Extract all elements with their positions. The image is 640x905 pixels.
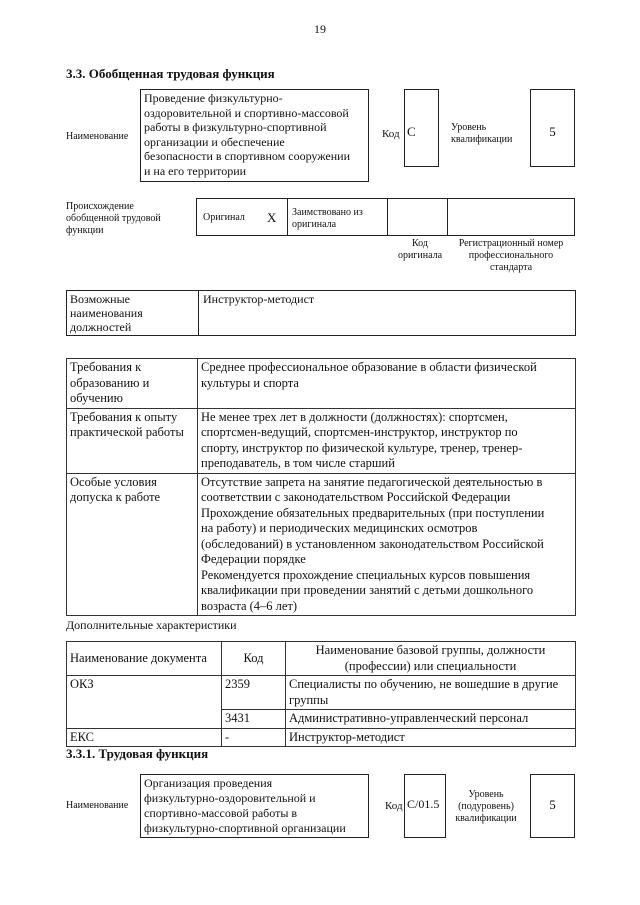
cell-group-name: Инструктор-методист (286, 728, 576, 747)
subsection-heading: 3.3.1. Трудовая функция (66, 746, 209, 761)
requirement-row (67, 408, 576, 473)
table-row (67, 676, 576, 710)
function-level-value: 5 (530, 774, 575, 838)
requirement-label: Требования к образованию и обучению (67, 359, 198, 409)
cell-group-name: Административно-управленческий персонал (286, 710, 576, 729)
function-level-label: Уровень (подуровень) квалификации (455, 789, 517, 824)
cell-document: ОКЗ (67, 676, 222, 729)
function-name-value: Организация проведения физкультурно-оздоровительной и спортивно-массовой работы в физкультурно-спортивной организации (140, 774, 369, 838)
requirement-value: Отсутствие запрета на занятие педагогической деятельностью в соответствии с законодательством Российской Федерации Прохождение обязательных предварительных (при поступлении на работу) и периодических медицинских осмотров (обследований) в установленном законодательством Российской Федерации порядке Рекомендуется прохождение специальных курсов повышения квалификации при проведении занятий с детьми дошкольного возраста (4–6 лет) (198, 473, 576, 616)
cell-group-name: Специалисты по обучению, не вошедшие в другие группы (286, 676, 576, 710)
requirement-row (67, 359, 576, 409)
additional-heading: Дополнительные характеристики (66, 618, 237, 632)
cell-document: ЕКС (67, 728, 222, 747)
positions-table (66, 290, 576, 336)
requirement-value: Не менее трех лет в должности (должностях): спортсмен, спортсмен-ведущий, спортсмен-инструктор, инструктор по спорту, инструктор по физической культуре, тренер, тренер- преподаватель, в том числе старший (198, 408, 576, 473)
reg-number-caption: Регистрационный номер профессионального стандарта (458, 238, 564, 273)
positions-value: Инструктор-методист (203, 292, 315, 306)
function-code-value: C/01.5 (404, 774, 446, 838)
section-heading: 3.3. Обобщенная трудовая функция (66, 66, 275, 81)
original-mark: X (267, 210, 277, 225)
function-code-label: Код (385, 800, 403, 812)
positions-label: Возможные наименования должностей (70, 292, 143, 334)
additional-table (66, 641, 576, 747)
level-value: 5 (530, 89, 575, 167)
page-number: 19 (314, 22, 326, 36)
cell-code: - (222, 728, 286, 747)
code-value: C (404, 89, 439, 167)
requirement-row (67, 473, 576, 616)
column-header-code: Код (222, 642, 286, 676)
table-header-row (67, 642, 576, 676)
code-label: Код (382, 128, 400, 140)
column-header-document: Наименование документа (67, 642, 222, 676)
name-value: Проведение физкультурно- оздоровительной и спортивно-массовой работы в физкультурно-спортивной организации и обеспечение безопасности в спортивном сооружении и на его территории (140, 89, 369, 182)
cell-code: 3431 (222, 710, 286, 729)
table-row (67, 728, 576, 747)
origin-label: Происхождение обобщенной трудовой функции (66, 201, 161, 236)
requirement-label: Требования к опыту практической работы (67, 408, 198, 473)
origin-table (196, 198, 575, 236)
requirements-table (66, 358, 576, 616)
code-original-caption: Код оригинала (397, 238, 443, 261)
column-header-group: Наименование базовой группы, должности (профессии) или специальности (286, 642, 576, 676)
function-name-label: Наименование (66, 800, 129, 811)
name-label: Наименование (66, 131, 129, 142)
original-label: Оригинал (203, 212, 245, 223)
requirement-value: Среднее профессиональное образование в области физической культуры и спорта (198, 359, 576, 409)
requirement-label: Особые условия допуска к работе (67, 473, 198, 616)
borrowed-label: Заимствовано из оригинала (292, 207, 363, 230)
level-label: Уровень квалификации (451, 122, 513, 145)
cell-code: 2359 (222, 676, 286, 710)
